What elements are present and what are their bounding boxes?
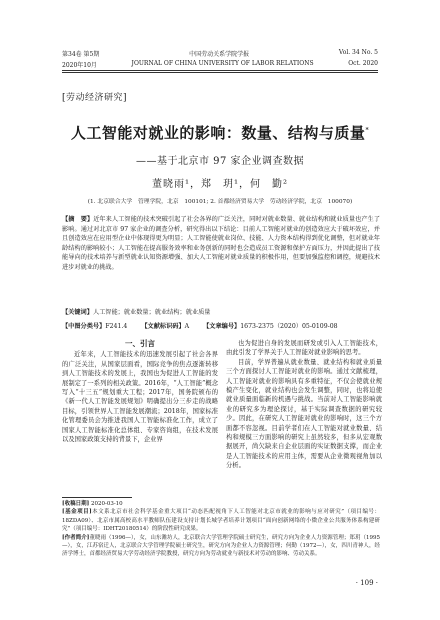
art-value: 1673-2375（2020）05-0109-08 <box>240 323 338 330</box>
date-en: Oct. 2020 <box>348 60 378 67</box>
running-header-cn <box>62 49 378 58</box>
paragraph: 近年来，人工智能技术的迅速发展引起了社会各界的广泛关注，从国家层面看，国际竞争的焦点逐渐转移到人工智能技术的发展上，我国也为促进人工智能的发展制定了一系列的相关政策。2016年，“人工智能”概念写入“十三五”规划重大工程；2017年，国务院颁布的《新一代人工智能发展规划》明确提出分三步走的战略目标，引领世界人工智能发展潮流；2018年，国家标准化管理委员会为推进我国人工智能标准化工作，成立了国家人工智能标准化总体组、专家咨询组，在技术发展以及国家政策支持的背景下，企业界 <box>62 351 218 444</box>
article-subtitle: ——基于北京市 97 家企业调查数据 <box>135 156 305 167</box>
running-header-en <box>62 60 378 69</box>
footnotes <box>62 500 380 559</box>
author-bio-text: 董晓雨（1996—），女，山东潍坊人，北京联合大学管理学院硕士研究生，研究方向为企业人力资源管理；郑玥（1995—），女，江苏宿迁人，北京联合大学管理学院硕士研究生，研究方向为企业人力资源管理；何勤（1972—），女，四川青神人，经济学博士，首都经济贸易大学劳动经济学院教授，研究方向为劳动就业与新技术对劳动的影响、劳动关系。 <box>62 534 380 558</box>
fund-text: 本文系北京市社会科学基金重大项目“动态匹配视角下人工智能对北京市就业的影响与应对研究”（项目编号：18ZDA09）、北京市属高校高水平教师队伍建设支持计划长城学者培养计划项目“面向创新网络的小微企业公共服务体系构建研究”（项目编号：IDHT20180514）的阶段性研究成果。 <box>62 509 380 533</box>
author-list: 董晓雨¹，郑 玥¹，何 勤² <box>151 179 289 190</box>
body-column-left <box>62 339 218 444</box>
author-bio <box>62 534 380 559</box>
author-bio-label: [作者简介] <box>62 534 90 541</box>
intro-heading: 一、引言 <box>125 339 155 348</box>
received-label: [收稿日期] <box>62 501 90 507</box>
journal-name-cn: 中国劳动关系学院学报 <box>189 51 250 58</box>
body-column-right <box>226 339 382 471</box>
fund-label: [基金项目] <box>62 509 92 516</box>
clc-code <box>62 321 127 330</box>
art-label: 【文章编号】 <box>203 323 241 330</box>
title-text: 人工智能对就业的影响：数量、结构与质量 <box>70 124 366 142</box>
section-tag: [劳动经济研究] <box>62 93 128 103</box>
page-number: · 109 · <box>355 579 378 587</box>
article-number <box>203 321 338 330</box>
title-footnote-mark: * <box>365 127 370 134</box>
fund-info <box>62 508 380 533</box>
footnote-rule <box>62 497 132 498</box>
header-rule-top <box>62 70 378 71</box>
received-date <box>62 500 380 508</box>
keywords <box>62 307 380 316</box>
doc-code <box>141 321 189 330</box>
article-title <box>62 122 378 143</box>
volume-issue-en: Vol. 34 No. 5 <box>338 49 378 56</box>
doc-label: 【文献标识码】 <box>141 323 185 330</box>
paragraph: 也为促进自身的发展而研发或引入人工智能技术，由此引发了学界关于人工智能对就业影响的思考。 <box>226 340 382 357</box>
header-rule-bottom <box>62 72 378 73</box>
date-cn: 2020年10月 <box>62 62 97 69</box>
clc-value: F241.4 <box>105 323 128 330</box>
clc-label: 【中图分类号】 <box>62 323 106 330</box>
affiliations: (1. 北京联合大学 管理学院，北京 100101; 2. 首都经济贸易大学 劳动经济学院，北京 100070) <box>87 199 353 205</box>
keywords-label: 【关键词】 <box>62 309 93 316</box>
classification-row <box>62 321 380 330</box>
abstract-label: 【摘 要】 <box>62 216 94 223</box>
journal-name-en: JOURNAL OF CHINA UNIVERSITY OF LABOR RELATIONS <box>131 60 314 67</box>
volume-issue-cn: 第34卷 第5期 <box>62 51 100 58</box>
received-value: 2020-03-10 <box>90 501 123 507</box>
doc-value: A <box>184 323 190 330</box>
keywords-text: 人工智能；就业数量；就业结构；就业质量 <box>92 309 211 316</box>
abstract <box>62 215 380 273</box>
abstract-text: 近年来人工智能的技术突破引起了社会各界的广泛关注，同时对就业数量、就业结构和就业质量也产生了影响。通过对北京市 97 家企业的调查分析，研究得出以下结论：目前人工智能对就业的创造效应大于破坏效应，并且创造效应在应用型企业中体现得更为明显；人工智能使就业岗位、技能、人力资本结构得到优化调整，但对就业年龄结构的影响较小；人工智能在提高服务效率和业务创新的同时也会造成员工资源和保护方面压力，并因此提出了技能导向的技术培养与新型就业认知资源增强、加大人工智能对就业质量的积极作用，但要加强监控和调控，规避技术进步对就业的挑战。 <box>62 216 381 271</box>
paragraph: 目前，学界普遍从就业数量、就业结构和就业质量三个方面探讨人工智能对就业的影响。通过文献梳理，人工智能对就业的影响具有多重特征，不仅会使就业规模产生变化，就业结构也会发生调整，同时，也将迫使就业质量面临新的机遇与挑战。当前对人工智能影响就业的研究多为理论探讨，基于实际调查数据的研究较少。因此，在研究人工智能对就业的影响时，这三个方面都不容忽视。目前学者们在人工智能对就业数量、结构和规模三方面影响的研究上虽然较多，但多从宏观数据展开，尚欠缺来自企业层面的实证数据支撑，而企业是人工智能技术的应用主体，需要从企业微观视角加以分析。 <box>226 358 382 470</box>
